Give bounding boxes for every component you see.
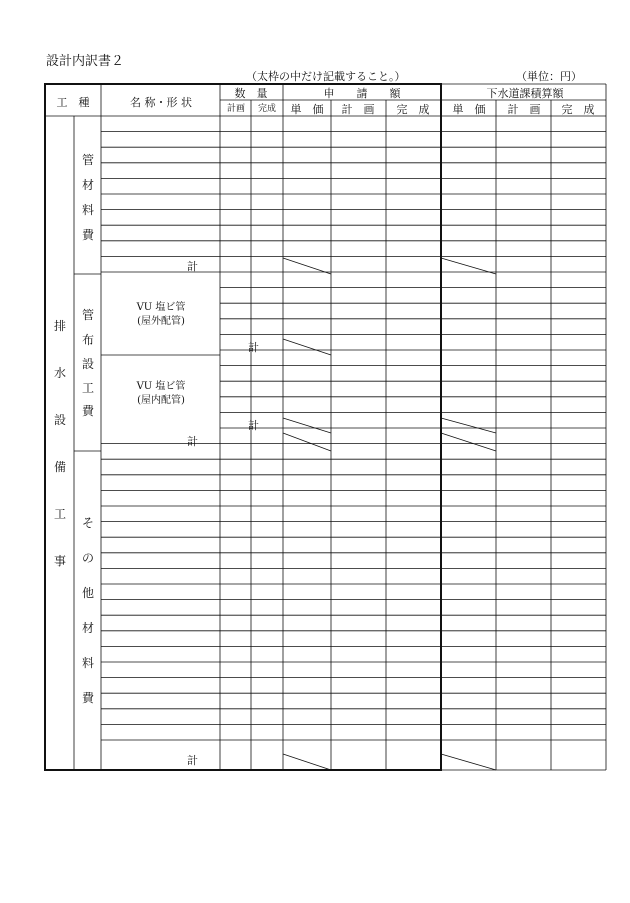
subtotal-label: 計 bbox=[187, 754, 198, 767]
main-category-char: 設 bbox=[53, 413, 67, 427]
pipe-indoor-line: VU 塩ビ管 bbox=[136, 381, 186, 392]
header-shinsei-keikaku: 計 画 bbox=[341, 103, 375, 116]
grid-line bbox=[441, 418, 496, 433]
pipe-material-char: 料 bbox=[81, 203, 95, 217]
subtotal-label: 計 bbox=[248, 419, 259, 432]
pipe-indoor-label bbox=[137, 380, 186, 408]
other-material-char: 他 bbox=[81, 586, 95, 600]
other-material-char: そ bbox=[81, 516, 95, 530]
pipe-install-char: 費 bbox=[81, 404, 95, 418]
other-material-char: 費 bbox=[81, 691, 95, 705]
pipe-material-char: 材 bbox=[81, 178, 95, 192]
subtotal-label: 計 bbox=[187, 435, 198, 448]
pipe-outdoor-line: VU 塩ビ管 bbox=[136, 302, 186, 313]
main-category-char: 排 bbox=[53, 319, 67, 333]
pipe-outdoor-label bbox=[137, 301, 186, 329]
grid-line bbox=[283, 754, 331, 770]
main-category-char: 水 bbox=[53, 366, 67, 380]
header-suuryou-keikaku: 計画 bbox=[226, 104, 246, 114]
grid-line bbox=[283, 418, 331, 433]
other-material-char: 材 bbox=[81, 621, 95, 635]
pipe-indoor-line: (屋内配管) bbox=[137, 395, 185, 406]
pipe-install-char: 布 bbox=[81, 333, 95, 347]
subtotal-label: 計 bbox=[248, 341, 259, 354]
grid-line bbox=[441, 754, 496, 770]
document-title: 設計内訳書２ bbox=[46, 54, 125, 69]
pipe-install-char: 管 bbox=[81, 308, 95, 322]
header-suuryou-kansei: 完成 bbox=[257, 104, 277, 114]
grid-line bbox=[441, 433, 496, 451]
header-gesuido-tanka: 単 価 bbox=[452, 103, 486, 116]
pipe-install-char: 設 bbox=[81, 357, 95, 371]
grid-line bbox=[283, 339, 331, 355]
header-shinsei-tanka: 単 価 bbox=[290, 103, 324, 116]
table-border bbox=[45, 84, 441, 770]
other-material-char: の bbox=[81, 551, 95, 565]
main-category-char: 事 bbox=[53, 554, 67, 568]
other-material-char: 料 bbox=[81, 656, 95, 670]
pipe-outdoor-line: (屋外配管) bbox=[137, 316, 185, 327]
header-suuryou: 数 量 bbox=[234, 87, 268, 100]
header-gesuido-kansei: 完 成 bbox=[561, 103, 595, 116]
header-koushu: 工 種 bbox=[56, 96, 90, 109]
subtotal-label: 計 bbox=[187, 260, 198, 273]
main-category-char: 備 bbox=[53, 460, 67, 474]
header-shinsei: 申 請 額 bbox=[323, 87, 401, 100]
header-gesuido: 下水道課積算額 bbox=[486, 87, 564, 100]
unit-note: （単位：円） bbox=[516, 70, 582, 83]
grid-line bbox=[283, 433, 331, 451]
header-shinsei-kansei: 完 成 bbox=[396, 103, 430, 116]
header-gesuido-keikaku: 計 画 bbox=[507, 103, 541, 116]
main-category-char: 工 bbox=[53, 507, 67, 521]
pipe-material-char: 管 bbox=[81, 153, 95, 167]
pipe-material-char: 費 bbox=[81, 228, 95, 242]
instruction-note: （太枠の中だけ記載すること。） bbox=[246, 70, 406, 83]
pipe-install-char: 工 bbox=[81, 381, 95, 395]
header-meishou: 名 称・形 状 bbox=[130, 96, 192, 109]
